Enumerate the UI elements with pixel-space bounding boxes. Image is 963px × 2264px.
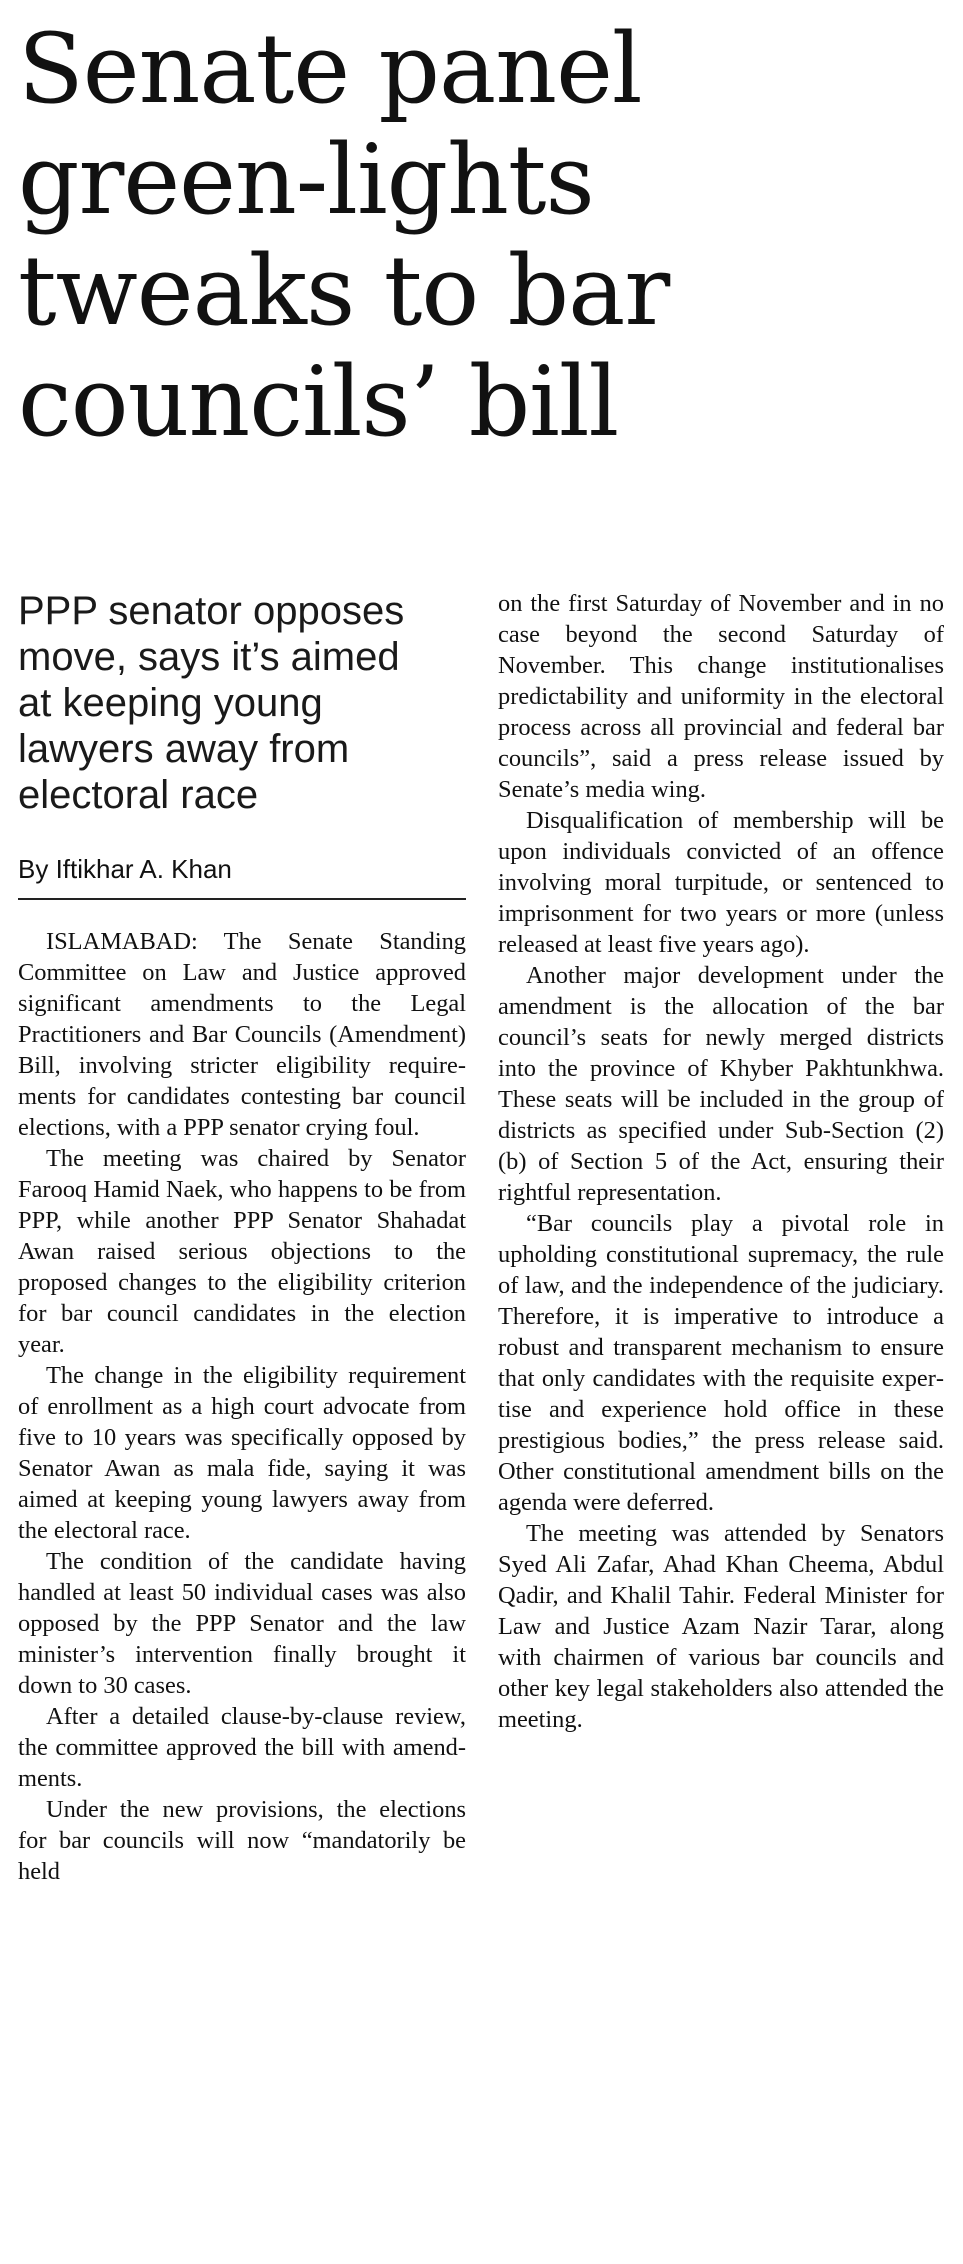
deck-line: move, says it’s aimed — [18, 635, 400, 679]
paragraph: Another major development under the amendment is the allocation of the bar council’s seats for newly merged districts into the province of Khyber Pakhtunkhwa. These seats will be included in the group of districts as specified under Sub-Section (2)(b) of Section 5 of the Act, ensuring their rightful representation. — [498, 962, 944, 1206]
headline-line: green-lights — [18, 124, 594, 236]
paragraph-continued: on the first Saturday of November and in no case beyond the second Saturday of November. This change institutionalises predictability and uniformity in the electoral process across all provincial and federal bar councils”, said a press release issued by Senate’s media wing. — [498, 590, 944, 803]
paragraph: The change in the eligibility requirement of enrollment as a high court advocate from five to 10 years was specifically opposed by Senator Awan as mala fide, saying it was aimed at keeping young lawyers away from the electoral race. — [18, 1362, 466, 1544]
byline: By Iftikhar A. Khan — [18, 852, 466, 900]
headline-line: tweaks to bar — [18, 235, 670, 347]
paragraph: The meeting was chaired by Senator Farooq Hamid Naek, who happens to be from PPP, while another PPP Senator Shahadat Awan raised serious objections to the proposed changes to the eligibility criterion for bar council candidates in the election year. — [18, 1145, 466, 1358]
headline — [18, 14, 948, 458]
paragraph: Under the new provisions, the elections for bar councils will now “mandatorily be held — [18, 1796, 466, 1885]
left-column — [18, 588, 466, 1887]
left-body — [18, 926, 466, 1887]
deck-subheadline — [18, 588, 466, 818]
deck-line: electoral race — [18, 773, 259, 817]
deck-line: lawyers away from — [18, 727, 350, 771]
paragraph: After a detailed clause-by-clause review, the committee approved the bill with amendments. — [18, 1703, 466, 1792]
paragraph: ISLAMABAD: The Senate Standing Committee on Law and Justice approved significant amendments to the Legal Practitioners and Bar Councils (Amendment) Bill, involving stricter eligibility requirements for candidates contesting bar council elections, with a PPP senator crying foul. — [18, 928, 466, 1141]
deck-line: at keeping young — [18, 681, 323, 725]
paragraph: “Bar councils play a pivotal role in upholding constitutional supremacy, the rule of law, and the independence of the judiciary. Therefore, it is imperative to introduce a robust and transparent mechanism to ensure that only candidates with the requisite expertise and experience hold office in these prestigious bodies,” the press release said. Other constitutional amendment bills on the agenda were deferred. — [498, 1210, 944, 1516]
paragraph: Disqualification of membership will be upon individuals convicted of an offence involving moral turpitude, or sentenced to imprisonment for two years or more (unless released at least five years ago). — [498, 807, 944, 958]
deck-line: PPP senator opposes — [18, 589, 405, 633]
paragraph: The condition of the candidate having handled at least 50 individual cases was also opposed by the PPP Senator and the law minister’s intervention finally brought it down to 30 cases. — [18, 1548, 466, 1699]
right-column — [498, 588, 944, 1735]
right-body — [498, 588, 944, 1735]
headline-line: Senate panel — [18, 13, 642, 125]
paragraph: The meeting was attended by Senators Syed Ali Zafar, Ahad Khan Cheema, Abdul Qadir, and Khalil Tahir. Federal Minister for Law and Justice Azam Nazir Tarar, along with chairmen of various bar councils and other key legal stakeholders also attended the meeting. — [498, 1520, 944, 1733]
headline-line: councils’ bill — [18, 346, 619, 458]
